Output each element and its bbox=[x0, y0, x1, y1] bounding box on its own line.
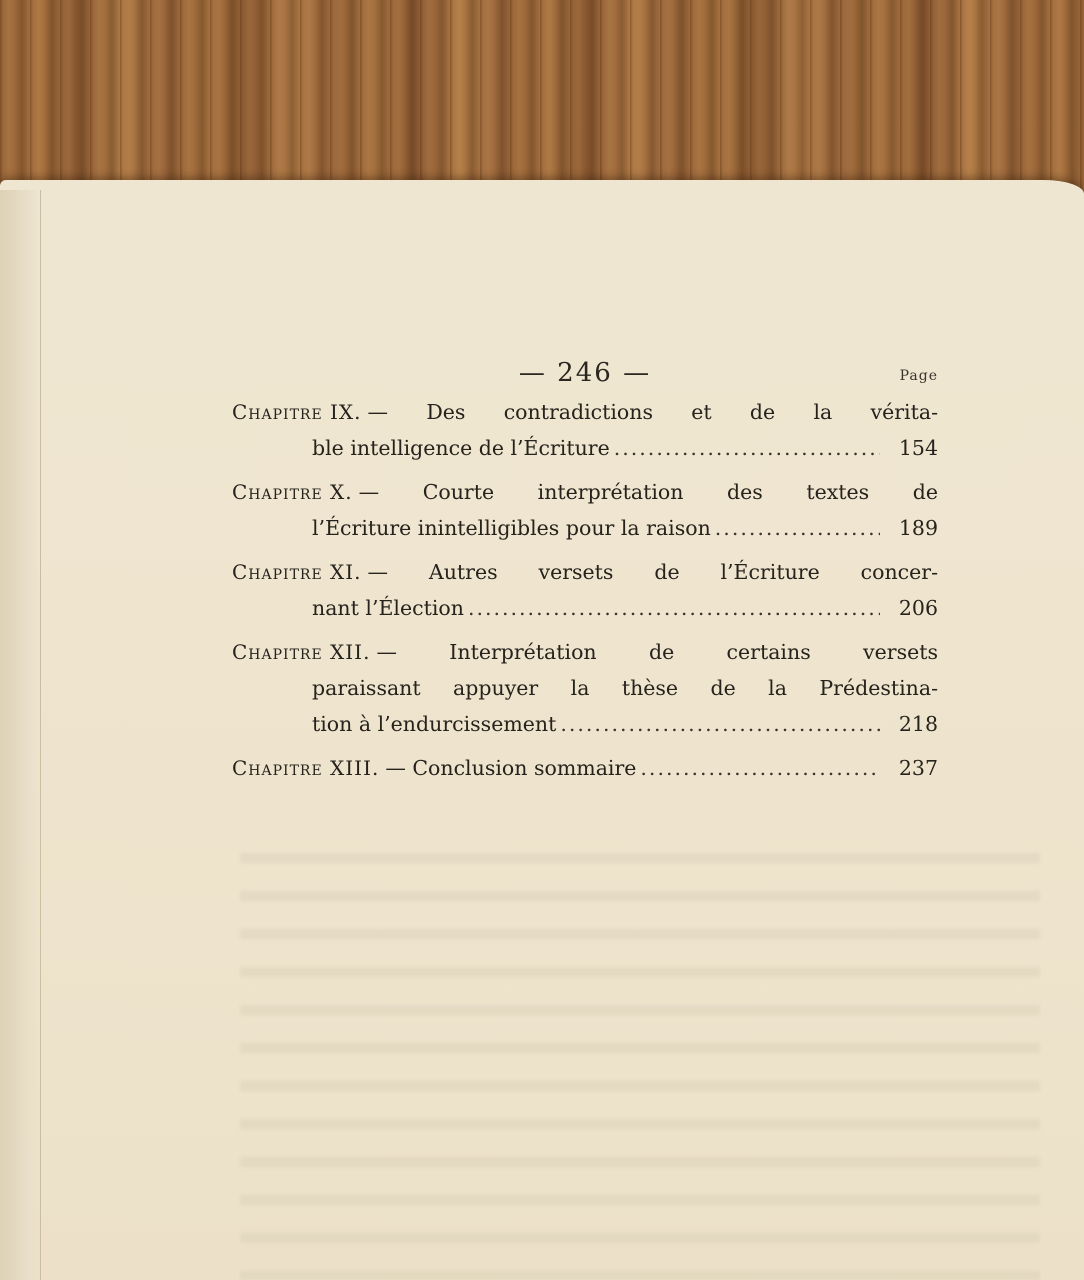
show-through-text bbox=[240, 830, 1040, 1280]
chapter-title-line: — Conclusion sommaire bbox=[385, 756, 637, 780]
chapter-title-line: — Courte interprétation des textes de bbox=[358, 480, 938, 504]
page-reference: 237 bbox=[898, 756, 938, 780]
chapter-title-line: — Autres versets de l’Écriture concer- bbox=[367, 560, 938, 584]
table-of-contents bbox=[232, 400, 938, 800]
chapter-label: Chapitre XII. bbox=[232, 640, 371, 664]
page-number: — 246 — bbox=[518, 358, 652, 388]
chapter-title-line: ble intelligence de l’Écriture bbox=[312, 436, 610, 460]
toc-entry-chapter-11 bbox=[232, 560, 938, 632]
chapter-title-line: — Des contradictions et de la vérita- bbox=[367, 400, 938, 424]
toc-entry-chapter-9 bbox=[232, 400, 938, 472]
chapter-title-line: paraissant appuyer la thèse de la Prédestina- bbox=[312, 676, 938, 700]
chapter-label: Chapitre X. bbox=[232, 480, 353, 504]
chapter-title-line: tion à l’endurcissement bbox=[312, 712, 557, 736]
page-reference: 189 bbox=[898, 516, 938, 540]
chapter-label: Chapitre IX. bbox=[232, 400, 362, 424]
toc-entry-chapter-12 bbox=[232, 640, 938, 748]
chapter-title-line: l’Écriture inintelligibles pour la raison bbox=[312, 516, 711, 540]
page-column-header: Page bbox=[899, 368, 938, 384]
dot-leader bbox=[560, 712, 880, 736]
toc-entry-chapter-10 bbox=[232, 480, 938, 552]
dot-leader bbox=[715, 516, 880, 540]
page-reference: 154 bbox=[898, 436, 938, 460]
chapter-title-line: nant l’Élection bbox=[312, 596, 464, 620]
page-reference: 218 bbox=[898, 712, 938, 736]
page-reference: 206 bbox=[898, 596, 938, 620]
chapter-title-line: — Interprétation de certains versets bbox=[376, 640, 938, 664]
chapter-label: Chapitre XIII. bbox=[232, 756, 380, 780]
dot-leader bbox=[640, 756, 880, 780]
dot-leader bbox=[614, 436, 880, 460]
toc-entry-chapter-13 bbox=[232, 756, 938, 792]
dot-leader bbox=[468, 596, 880, 620]
chapter-label: Chapitre XI. bbox=[232, 560, 362, 584]
page-gutter bbox=[0, 190, 41, 1280]
